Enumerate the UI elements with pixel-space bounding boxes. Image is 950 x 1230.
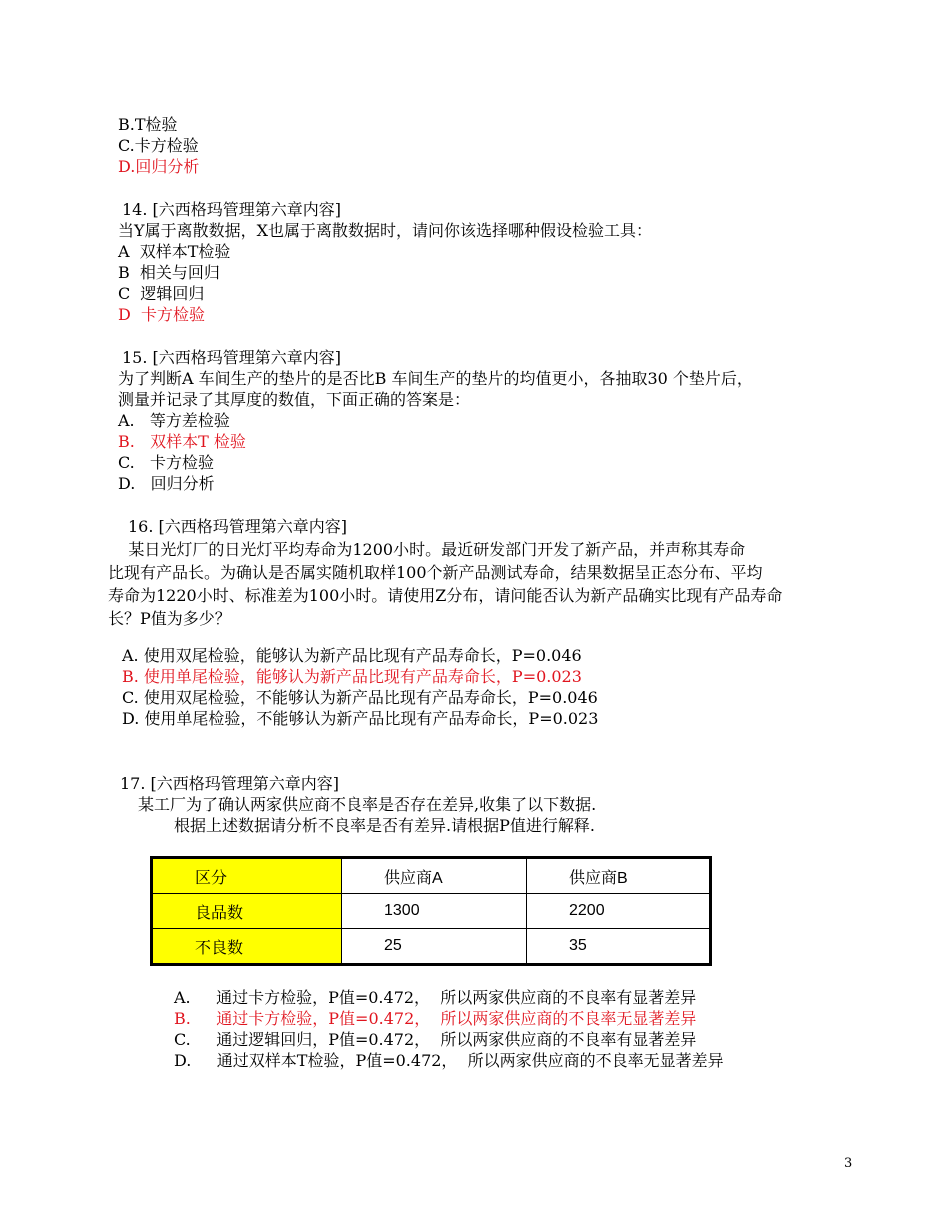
table-cell: 35 (527, 929, 711, 965)
table-cell: 1300 (342, 894, 527, 929)
q17-option-d: D. 通过双样本T检验，P值=0.472， 所以两家供应商的不良率无显著差异 (174, 1051, 724, 1070)
q15-option-c: C. 卡方检验 (118, 453, 215, 472)
q14-option-a: A 双样本T检验 (118, 242, 231, 261)
q16-stem-line-3: 寿命为1220小时、标准差为100小时。请使用Z分布，请问能否认为新产品确实比现有产品寿命 (108, 586, 783, 605)
q16-option-b-answer: B. 使用单尾检验，能够认为新产品比现有产品寿命长，P=0.023 (122, 667, 582, 686)
q15-header: 15. [六西格玛管理第六章内容] (122, 348, 342, 367)
q16-header: 16. [六西格玛管理第六章内容] (128, 517, 348, 536)
q15-stem-line-2: 测量并记录了其厚度的数值，下面正确的答案是： (118, 390, 471, 409)
q15-option-d: D. 回归分析 (118, 474, 215, 493)
table-row-label: 良品数 (152, 894, 342, 929)
q15-option-a: A. 等方差检验 (118, 411, 230, 430)
table-header-cell: 供应商A (342, 858, 527, 894)
q16-stem-line-1: 某日光灯厂的日光灯平均寿命为1200小时。最近研发部门开发了新产品，并声称其寿命 (108, 540, 746, 559)
table-header-cell: 区分 (152, 858, 342, 894)
q16-stem-line-4: 长？P值为多少？ (108, 609, 231, 628)
q13-option-d-answer: D.回归分析 (118, 157, 200, 176)
q15-option-b-answer: B. 双样本T 检验 (118, 432, 246, 451)
q17-option-c: C. 通过逻辑回归，P值=0.472， 所以两家供应商的不良率有显著差异 (174, 1030, 697, 1049)
table-row (152, 894, 711, 929)
page-number: 3 (844, 1156, 853, 1171)
q17-option-b-answer: B. 通过卡方检验，P值=0.472， 所以两家供应商的不良率无显著差异 (174, 1009, 697, 1028)
q17-stem-line-1: 某工厂为了确认两家供应商不良率是否存在差异,收集了以下数据. (138, 795, 597, 814)
table-header-cell: 供应商B (527, 858, 711, 894)
table-cell: 25 (342, 929, 527, 965)
table-row-label: 不良数 (152, 929, 342, 965)
q14-option-b: B 相关与回归 (118, 263, 220, 282)
q17-option-a: A. 通过卡方检验，P值=0.472， 所以两家供应商的不良率有显著差异 (174, 988, 697, 1007)
q14-option-c: C 逻辑回归 (118, 284, 205, 303)
table-row (152, 929, 711, 965)
q17-stem-line-2: 根据上述数据请分析不良率是否有差异.请根据P值进行解释. (174, 816, 595, 835)
q16-stem-line-2: 比现有产品长。为确认是否属实随机取样100个新产品测试寿命，结果数据呈正态分布、平均 (108, 563, 763, 582)
table-header-row (152, 858, 711, 894)
q14-stem: 当Y属于离散数据，X也属于离散数据时，请问你该选择哪种假设检验工具： (118, 221, 652, 240)
q13-option-c: C.卡方检验 (118, 136, 199, 155)
q17-header: 17. [六西格玛管理第六章内容] (120, 774, 340, 793)
q13-option-b: B.T检验 (118, 115, 178, 134)
q14-option-d-answer: D 卡方检验 (118, 305, 206, 324)
q15-stem-line-1: 为了判断A 车间生产的垫片的是否比B 车间生产的垫片的均值更小，各抽取30 个垫片后， (118, 369, 753, 388)
q16-option-c: C. 使用双尾检验，不能够认为新产品比现有产品寿命长，P=0.046 (122, 688, 598, 707)
q14-header: 14. [六西格玛管理第六章内容] (122, 200, 342, 219)
q16-option-a: A. 使用双尾检验，能够认为新产品比现有产品寿命长，P=0.046 (122, 646, 582, 665)
supplier-data-table (150, 856, 712, 966)
table-cell: 2200 (527, 894, 711, 929)
q16-option-d: D. 使用单尾检验，不能够认为新产品比现有产品寿命长，P=0.023 (122, 709, 599, 728)
